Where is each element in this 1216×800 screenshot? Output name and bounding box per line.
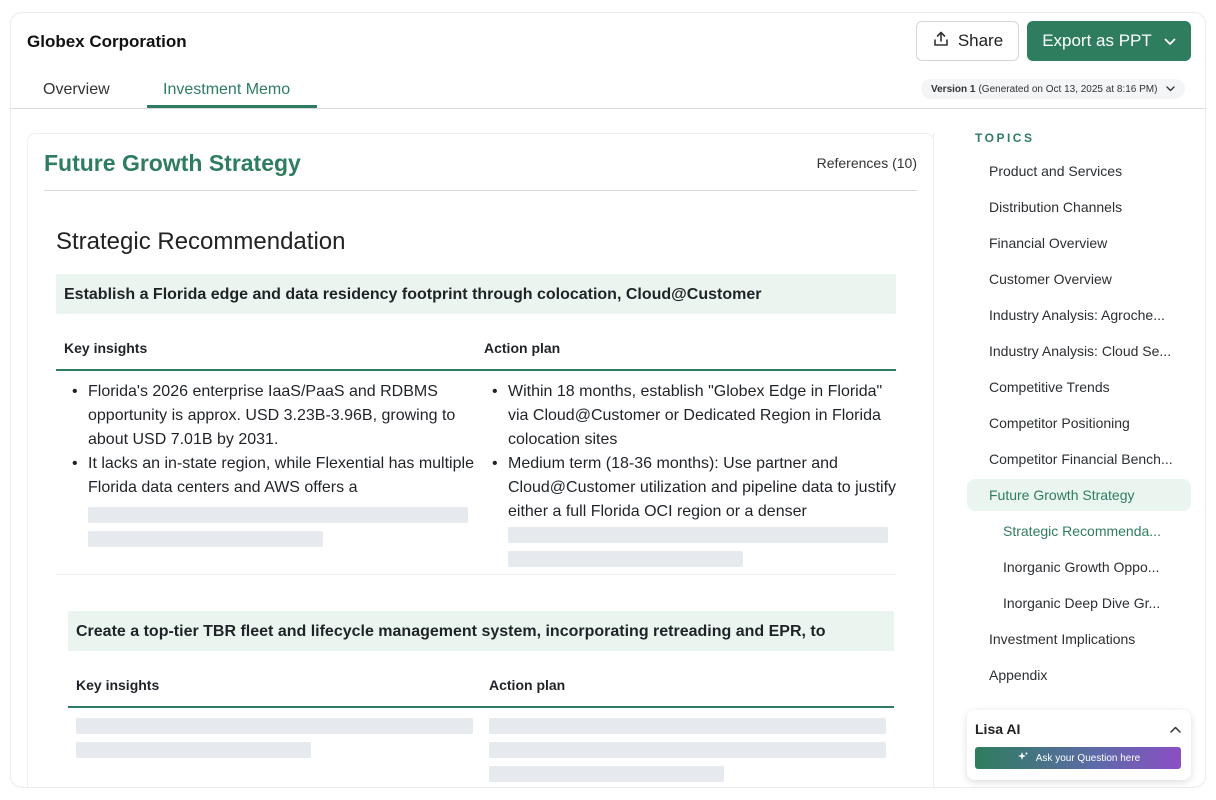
company-name: Globex Corporation — [27, 32, 187, 51]
loading-placeholder — [88, 531, 323, 547]
share-label: Share — [957, 31, 1004, 50]
assistant-widget — [967, 710, 1191, 780]
loading-placeholder — [508, 527, 888, 543]
sidebar-item-investment-implications[interactable]: Investment Implications — [989, 631, 1136, 647]
chevron-down-icon — [1164, 31, 1176, 51]
sidebar-item-distribution-channels[interactable]: Distribution Channels — [989, 199, 1123, 215]
loading-placeholder — [489, 742, 886, 758]
loading-placeholder — [508, 551, 743, 567]
sidebar-divider — [933, 133, 934, 788]
sidebar-item-financial-overview[interactable]: Financial Overview — [989, 235, 1108, 251]
topics-heading: TOPICS — [975, 131, 1035, 145]
divider — [44, 190, 917, 191]
sidebar-subitem-strategic-recommendation[interactable]: Strategic Recommenda... — [1003, 523, 1161, 539]
assistant-ask-label: Ask your Question here — [1035, 752, 1141, 764]
sidebar-item-product-and-services[interactable]: Product and Services — [989, 163, 1123, 179]
list-item: • Medium term (18-36 months): Use partner and Cloud@Customer utilization and pipeline data to justify either a full Florida OCI region or a denser — [476, 452, 896, 524]
active-tab-indicator — [147, 105, 317, 108]
tab-overview[interactable]: Overview — [43, 81, 110, 98]
chevron-up-icon[interactable] — [1170, 720, 1181, 738]
loading-placeholder — [76, 718, 473, 734]
subsection-title: Strategic Recommendation — [56, 228, 346, 255]
sidebar-item-industry-agrochem[interactable]: Industry Analysis: Agroche... — [989, 307, 1165, 323]
share-button[interactable] — [916, 21, 1019, 61]
export-ppt-button[interactable] — [1027, 21, 1191, 61]
header-divider — [56, 369, 896, 371]
recommendation-title: Create a top-tier TBR fleet and lifecycle management system, incorporating retreading and EPR, to — [68, 611, 894, 651]
sidebar-item-competitor-positioning[interactable]: Competitor Positioning — [989, 415, 1130, 431]
loading-placeholder — [76, 742, 311, 758]
tab-bar — [11, 71, 1205, 109]
chevron-down-icon — [1166, 84, 1175, 95]
row-divider — [56, 574, 896, 575]
loading-placeholder — [88, 507, 468, 523]
memo-content — [27, 133, 934, 788]
version-selector[interactable] — [921, 79, 1185, 99]
loading-placeholder — [489, 766, 724, 782]
recommendation-card — [68, 611, 894, 788]
version-generated: (Generated on Oct 13, 2025 at 8:16 PM) — [978, 83, 1158, 95]
insights-list — [56, 380, 476, 500]
header-divider — [68, 706, 894, 708]
assistant-title: Lisa AI — [975, 721, 1021, 737]
actions-list — [476, 380, 896, 524]
loading-placeholder — [489, 718, 886, 734]
app-window — [10, 12, 1206, 788]
list-item: • Within 18 months, establish "Globex Edge in Florida" via Cloud@Customer or Dedicated Region in Florida colocation sites — [476, 380, 896, 452]
recommendation-title: Establish a Florida edge and data residency footprint through colocation, Cloud@Customer — [56, 274, 896, 314]
assistant-ask-button[interactable] — [975, 747, 1181, 769]
sidebar-item-future-growth-strategy[interactable]: Future Growth Strategy — [967, 479, 1191, 511]
sparkle-icon — [1016, 752, 1028, 765]
action-plan-header: Action plan — [489, 677, 566, 693]
sidebar-item-competitor-financial[interactable]: Competitor Financial Bench... — [989, 451, 1173, 467]
sidebar-item-customer-overview[interactable]: Customer Overview — [989, 271, 1112, 287]
references-link[interactable]: References (10) — [816, 155, 917, 171]
action-plan-header: Action plan — [484, 340, 561, 356]
export-label: Export as PPT — [1042, 31, 1152, 50]
key-insights-header: Key insights — [76, 677, 160, 693]
recommendation-card — [56, 274, 896, 576]
sidebar-item-appendix[interactable]: Appendix — [989, 667, 1048, 683]
key-insights-header: Key insights — [64, 340, 148, 356]
sidebar-subitem-inorganic-growth[interactable]: Inorganic Growth Oppo... — [1003, 559, 1160, 575]
sidebar-subitem-inorganic-deep-dive[interactable]: Inorganic Deep Dive Gr... — [1003, 595, 1161, 611]
version-name: Version 1 — [931, 83, 976, 95]
sidebar-item-industry-cloud[interactable]: Industry Analysis: Cloud Se... — [989, 343, 1172, 359]
sidebar-item-competitive-trends[interactable]: Competitive Trends — [989, 379, 1110, 395]
tab-investment-memo[interactable]: Investment Memo — [163, 81, 291, 98]
section-title: Future Growth Strategy — [44, 150, 301, 176]
list-item: • Florida's 2026 enterprise IaaS/PaaS and RDBMS opportunity is approx. USD 3.23B-3.96B, growing to about USD 7.01B by 2031. — [56, 380, 476, 452]
list-item: • It lacks an in-state region, while Flexential has multiple Florida data centers and AWS offers a — [56, 452, 476, 500]
share-icon — [932, 30, 950, 53]
